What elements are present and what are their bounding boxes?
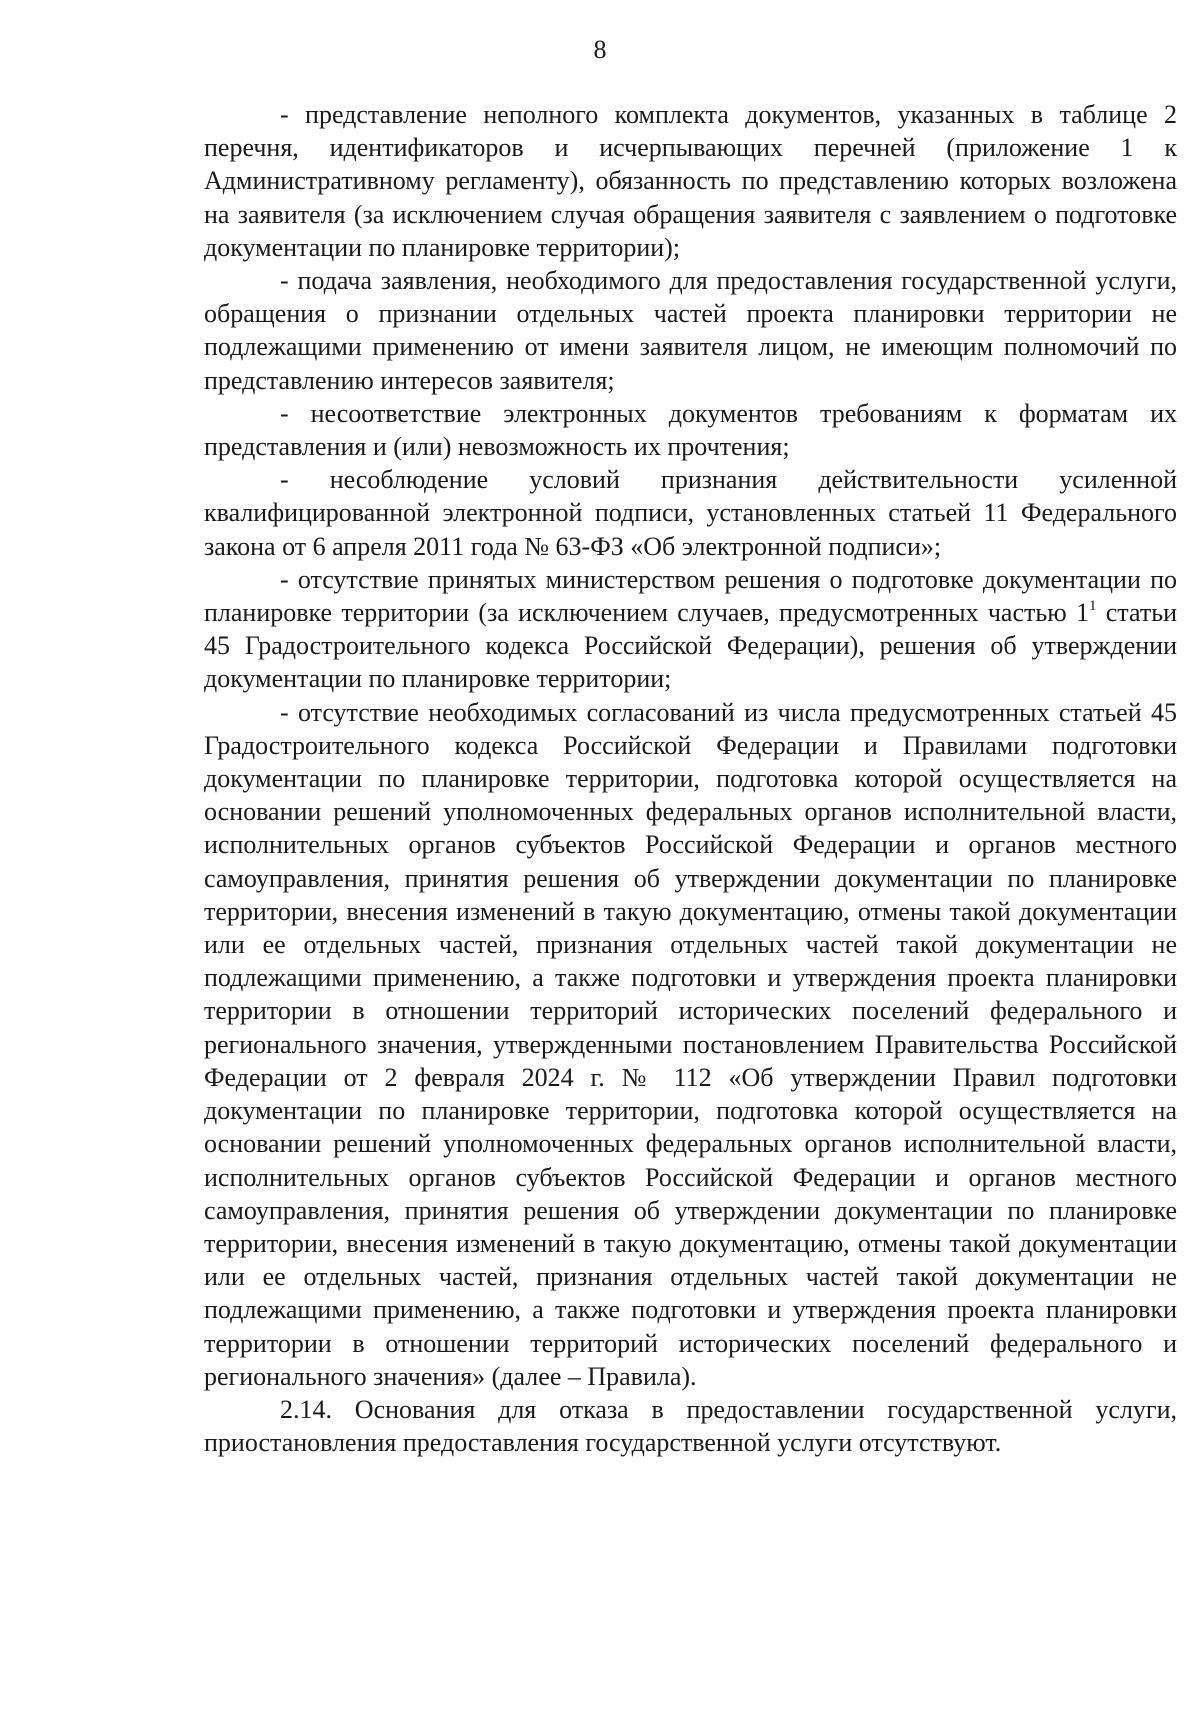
paragraph-incomplete-documents: - представление неполного комплекта документов, указанных в таблице 2 перечня, идентификаторов и исчерпывающих перечней (приложение 1 к Административному регламенту), обязанность по представлению которых возложена на заявителя (за исключением случая обращения заявителя с заявлением о подготовке документации по планировке территории); [204,100,1177,262]
paragraph-missing-decisions-start: - отсутствие принятых министерством решения о подготовке документации по планировке территории (за исключением случаев, предусмотренных частью 1 [204,564,1177,628]
page-number: 8 [593,35,607,64]
paragraph-format-mismatch: - несоответствие электронных документов требованиям к форматам их представления и (или) невозможность их прочтения; [204,398,1177,462]
paragraph-missing-approvals: - отсутствие необходимых согласований из числа предусмотренных статьей 45 Градостроительного кодекса Российской Федерации и Правилами подготовки документации по планировке территории, подготовка которой осуществляется на основании решений уполномоченных федеральных органов исполнительной власти, исполнительных органов субъектов Российской Федерации и органов местного самоуправления, принятия решения об утверждении документации по планировке территории, внесения изменений в такую документацию, отмены такой документации или ее отдельных частей, признания отдельных частей такой документации не подлежащими применению, а также подготовки и утверждения проекта планировки территории в отношении территорий исторических поселений федерального и регионального значения, утвержденными постановлением Правительства Российской Федерации от 2 февраля 2024 г. № 112 «Об утверждении Правил подготовки документации по планировке территории, подготовка которой осуществляется на основании решений уполномоченных федеральных органов исполнительной власти, исполнительных органов субъектов Российской Федерации и органов местного самоуправления, принятия решения об утверждении документации по планировке территории, внесения изменений в такую документацию, отмены такой документации или ее отдельных частей, признания отдельных частей такой документации не подлежащими применению, а также подготовки и утверждения проекта планировки территории в отношении территорий исторических поселений федерального и регионального значения» (далее – Правила). [204,697,1177,1391]
document-body [204,98,1177,1459]
paragraph-missing-decisions [204,563,1177,696]
paragraph-missing-decisions-end: статьи 45 Градостроительного кодекса Российской Федерации), решения об утверждении документации по планировке территории; [204,598,1177,694]
paragraph-2-14: 2.14. Основания для отказа в предоставлении государственной услуги, приостановления предоставления государственной услуги отсутствуют. [204,1394,1177,1458]
paragraph-electronic-signature: - несоблюдение условий признания действительности усиленной квалифицированной электронной подписи, установленных статьей 11 Федерального закона от 6 апреля 2011 года № 63-ФЗ «Об электронной подписи»; [204,465,1177,561]
superscript-mark: 1 [1088,598,1097,615]
paragraph-unauthorized-application: - подача заявления, необходимого для предоставления государственной услуги, обращения о признании отдельных частей проекта планировки территории не подлежащими применению от имени заявителя лицом, не имеющим полномочий по представлению интересов заявителя; [204,266,1177,395]
